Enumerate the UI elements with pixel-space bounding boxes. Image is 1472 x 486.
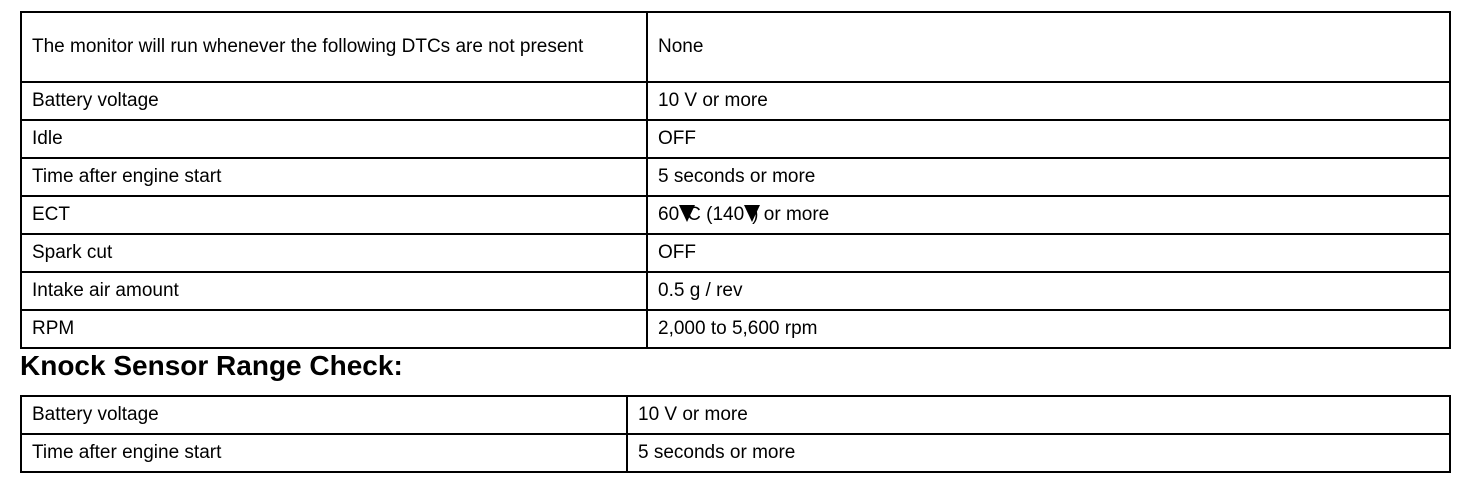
value-cell: 5 seconds or more	[627, 434, 1450, 472]
condition-cell: RPM	[21, 310, 647, 348]
table-row	[21, 158, 1450, 196]
table-row	[21, 12, 1450, 82]
value-cell: 5 seconds or more	[647, 158, 1450, 196]
value-cell: 10 V or more	[627, 396, 1450, 434]
ect-value-part: 60	[658, 204, 680, 225]
monitor-conditions-table	[20, 11, 1451, 349]
condition-cell: Battery voltage	[21, 82, 647, 120]
value-cell: OFF	[647, 234, 1450, 272]
table-row	[21, 310, 1450, 348]
condition-cell: Time after engine start	[21, 158, 647, 196]
table-row	[21, 120, 1450, 158]
condition-cell: Idle	[21, 120, 647, 158]
knock-sensor-range-check-table	[20, 395, 1451, 473]
condition-cell: Time after engine start	[21, 434, 627, 472]
value-cell: 0.5 g / rev	[647, 272, 1450, 310]
table-row	[21, 234, 1450, 272]
value-cell	[647, 196, 1450, 234]
condition-cell: Spark cut	[21, 234, 647, 272]
ect-value-part: C (140	[687, 204, 745, 225]
table-row	[21, 434, 1450, 472]
value-cell: 10 V or more	[647, 82, 1450, 120]
condition-cell: Battery voltage	[21, 396, 627, 434]
condition-cell: The monitor will run whenever the following DTCs are not present	[21, 12, 647, 82]
table-row	[21, 82, 1450, 120]
value-cell: None	[647, 12, 1450, 82]
table-row	[21, 396, 1450, 434]
condition-cell: ECT	[21, 196, 647, 234]
table-row	[21, 272, 1450, 310]
condition-cell: Intake air amount	[21, 272, 647, 310]
value-cell: OFF	[647, 120, 1450, 158]
value-cell: 2,000 to 5,600 rpm	[647, 310, 1450, 348]
section-heading: Knock Sensor Range Check:	[20, 350, 403, 381]
ect-value-part: ) or more	[752, 204, 830, 225]
table-row	[21, 196, 1450, 234]
